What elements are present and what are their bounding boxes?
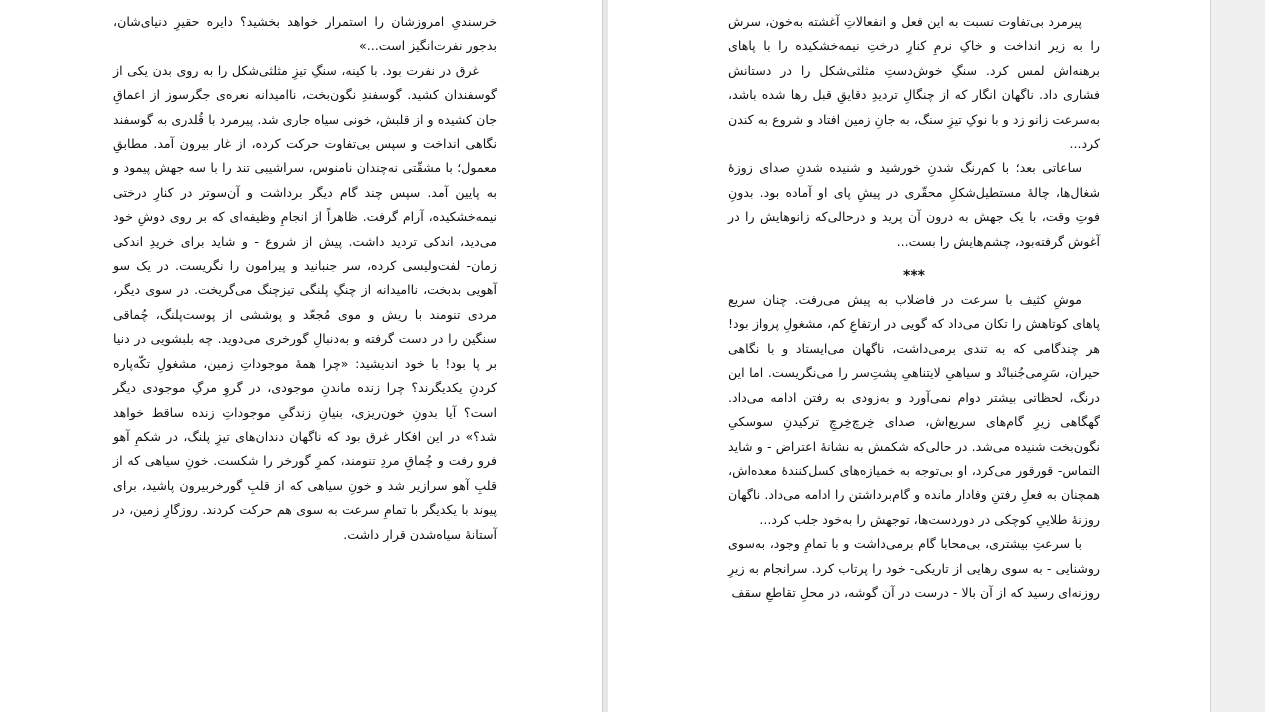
document-page-right: [608, 0, 1210, 712]
paragraph: با سرعتِ بیشتری، بی‌محابا گام برمی‌داشت و با تمامِ وجود، به‌سوی روشنایی - به سوی رهایی از تاریکی- خود را پرتاب کرد. سرانجام به زیرِ روزنه‌ای رسید که از آن بالا - درست در آن گوشه، در محلِ تقاطعِ سقف: [728, 536, 1100, 600]
paragraph: پیرمرد بی‌تفاوت نسبت به این فعل و انفعالاتِ آغشته به‌خون، سرش را به زیر انداخت و خاکِ نرمِ کنارِ درختِ نیمه‌خشکیده را با پاهای برهنه‌اش لمس کرد. سنگِ خوش‌دستِ مثلثی‌شکل را در دستانش فشاری داد. ناگهان انگار که از چنگالِ تردیدِ دقایقِ قبل رها شده باشد، به‌سرعت زانو زد و با نوکِ تیزِ سنگ، به جانِ زمین افتاد و شروع به کندن کرد...: [728, 14, 1100, 152]
paragraph: خرسندیِ امروزشان را استمرار خواهد بخشید؟ دایره حقیرِ دنیای‌شان، بدجور نفرت‌انگیز است...»: [113, 14, 497, 54]
section-separator: ***: [903, 268, 925, 285]
page-text: [113, 10, 497, 547]
viewer-side-gutter: [1210, 0, 1265, 712]
paragraph: موشِ کثیف با سرعت در فاضلاب به پیش می‌رفت. چنان سریع پاهای کوتاهش را تکان می‌داد که گویی در ارتفاعِ کم، مشغولِ پرواز بود! هر چندگامی که به تندی برمی‌داشت، ناگهان می‌ایستاد و با نگاهی حیران، سَرِمی‌جُنبانْد و سیاهیِ لایتناهیِ پشتِ‌سر را می‌نگریست. اما این درنگ، لحظاتی بیشتر دوام نمی‌آورد و به‌زودی به رفتن ادامه می‌داد. گهگاهی زیرِ گام‌های سریع‌اش، صدای خِرچ‌خِرچِ ترکیدنِ سوسکیِ نگون‌بخت شنیده می‌شد. در حالی‌که شکمش به نشانهٔ اعتراض - و شاید التماس- قورقور می‌کرد، او بی‌توجه به خمیازه‌های کسل‌کنندهٔ معده‌اش، همچنان به فعلِ رفتنِ وفادار مانده و گام‌برداشتن را ادامه می‌داد. ناگهان روزنهٔ طلاییِ کوچکی در دوردست‌ها، توجهش را به‌خود جلب کرد...: [728, 292, 1100, 527]
document-page-left: [0, 0, 602, 712]
paragraph: ساعاتی بعد؛ با کم‌رنگ شدنِ خورشید و شنیده شدنِ صدای زوزهٔ شغال‌ها، چالهٔ مستطیل‌شکلِ محقّری در پیشِ پای او آماده بود. بدونِ فوتِ وقت، با یک جهش به درون آن پرید و درحالی‌که زانوهایش را در آغوش گرفته‌بود، چشم‌هایش را بست...: [728, 160, 1100, 249]
page-text: [728, 10, 1100, 605]
paragraph: غرق در نفرت بود. با کینه، سنگِ تیزِ مثلثی‌شکل را به روی بدن یکی از گوسفندان کشید. گوسفندِ نگون‌بخت، ناامیدانه نعره‌ی جگرسوز از اعماقِ جان کشیده و از قلبش، خونی سیاه جاری شد. پیرمرد با قُلدری به گوسفند نگاهی انداخت و سپس بی‌تفاوت حرکت کرده، از غار بیرون آمد. مطابقِ معمول؛ با مشقّتی نه‌چندان نامنوس، سراشیبی تند را با سه جهش پیمود و به پایین آمد. سپس چند گام دیگر برداشت و آن‌سوتر در کنارِ درختی نیمه‌خشکیده، آرام گرفت. ظاهراً از انجامِ وظیفه‌ای که بر روی دوشِ خود می‌دید، اندکی تردید داشت. پیش از شروع - و شاید برای خریدِ اندکی زمان- لفت‌ولیسی کرده، سر جنبانید و پیرامون را نگریست. در یک سو آهویی بدبخت، ناامیدانه از چنگِ پلنگی تیزچنگ می‌گریخت. در سوی دیگر، مردی تنومند با ریش و موی مُجعّد و پوششی از پوست‌پلنگ، چُماقی سنگین را در دست گرفته و به‌دنبالِ گورخری می‌دوید. چه بلبشویی در دنیا بر پا بود! با خود اندیشید: «چرا همهٔ موجوداتِ زمین، مشغولِ تکّه‌پاره کردنِ یکدیگرند؟ چرا زنده ماندنِ موجودی، در گروِ مرگِ موجودی دیگر است؟ آیا بدونِ خون‌ریزی، بنیانِ زندگیِ موجوداتِ زنده ساقط خواهد شد؟» در این افکار غرق بود که ناگهان دندان‌های تیزِ پلنگ، در شکمِ آهو فرو رفت و چُماقِ مردِ تنومند، کمرِ گورخر را شکست. خونِ سیاهی که از قلبِ آهو سرازیر شد و خونِ سیاهی که از قلبِ گورخربیرون پاشید، برای پیوند با یکدیگر با تمامِ سرعت به سوی هم حرکت کردند. روزگارِ زمین، در آستانهٔ سیاه‌شدن قرار داشت.: [113, 62, 497, 542]
